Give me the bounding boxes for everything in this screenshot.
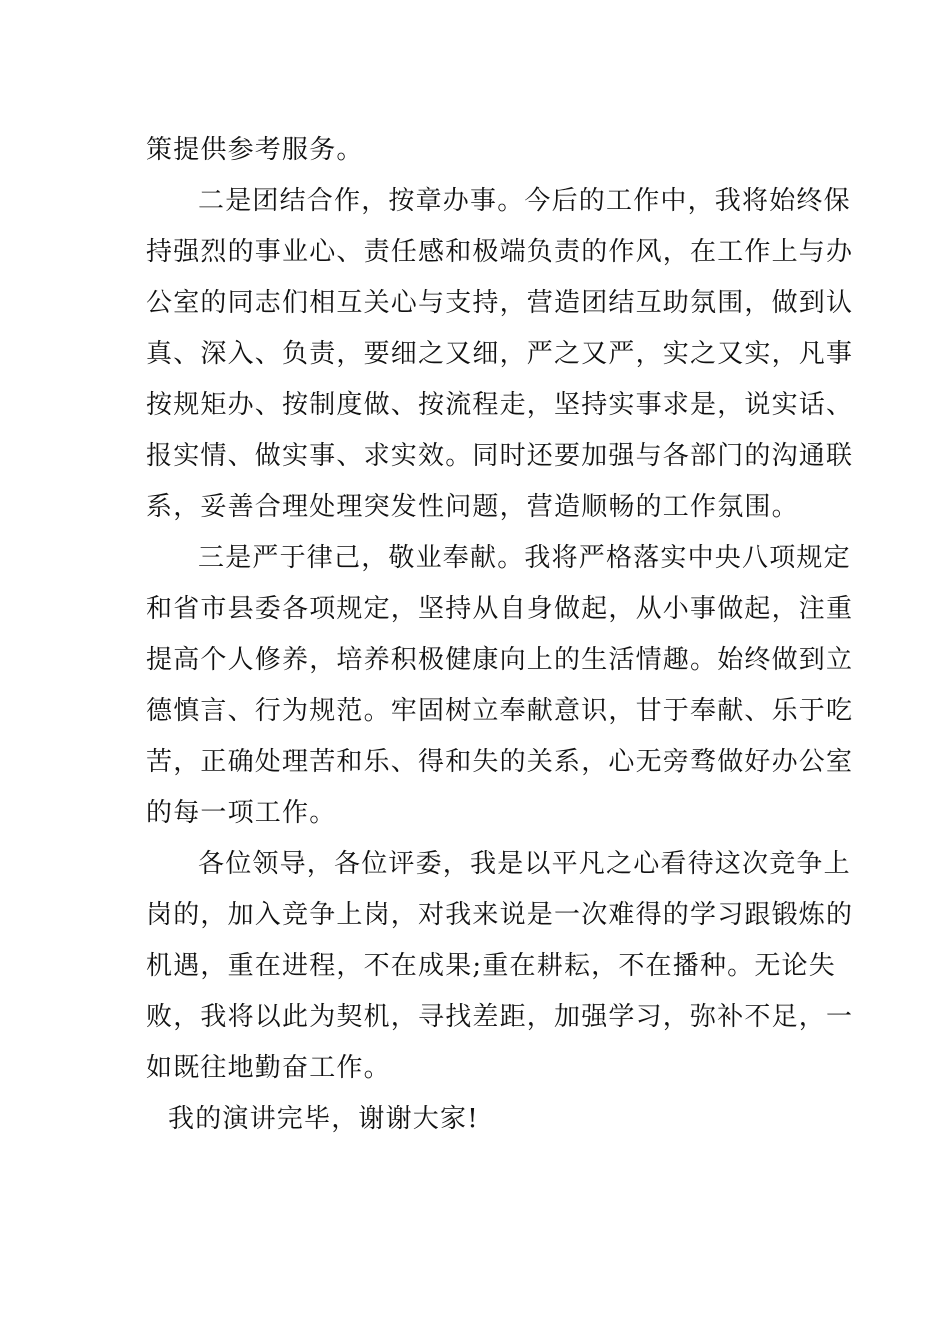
paragraph-line: 三是严于律己，敬业奉献。我将严格落实中央八项规定 [198, 543, 851, 573]
paragraph-line: 机遇，重在进程，不在成果;重在耕耘，不在播种。无论失 [146, 951, 836, 981]
paragraph-line: 系，妥善合理处理突发性问题，营造顺畅的工作氛围。 [146, 492, 799, 522]
paragraph-line: 真、深入、负责，要细之又细，严之又严，实之又实，凡事 [146, 339, 854, 369]
paragraph-line: 二是团结合作，按章办事。今后的工作中，我将始终保 [198, 186, 851, 216]
paragraph-line: 报实情、做实事、求实效。同时还要加强与各部门的沟通联 [146, 441, 854, 471]
paragraph-line: 的每一项工作。 [146, 798, 337, 828]
paragraph-line: 策提供参考服务。 [146, 135, 364, 165]
closing-line: 我的演讲完毕，谢谢大家! [168, 1104, 479, 1134]
paragraph-line: 岗的，加入竞争上岗，对我来说是一次难得的学习跟锻炼的 [146, 900, 854, 930]
paragraph-line: 如既往地勤奋工作。 [146, 1053, 391, 1083]
paragraph-line: 按规矩办、按制度做、按流程走，坚持实事求是，说实话、 [146, 390, 854, 420]
paragraph-line: 提高个人修养，培养积极健康向上的生活情趣。始终做到立 [146, 645, 854, 675]
paragraph-line: 和省市县委各项规定，坚持从自身做起，从小事做起，注重 [146, 594, 854, 624]
paragraph-line: 公室的同志们相互关心与支持，营造团结互助氛围，做到认 [146, 288, 854, 318]
paragraph-line: 败，我将以此为契机，寻找差距，加强学习，弥补不足，一 [146, 1002, 854, 1032]
paragraph-line: 苦，正确处理苦和乐、得和失的关系，心无旁骛做好办公室 [146, 747, 854, 777]
paragraph-line: 各位领导，各位评委，我是以平凡之心看待这次竞争上 [198, 849, 851, 879]
paragraph-line: 德慎言、行为规范。牢固树立奉献意识，甘于奉献、乐于吃 [146, 696, 854, 726]
paragraph-line: 持强烈的事业心、责任感和极端负责的作风，在工作上与办 [146, 237, 854, 267]
